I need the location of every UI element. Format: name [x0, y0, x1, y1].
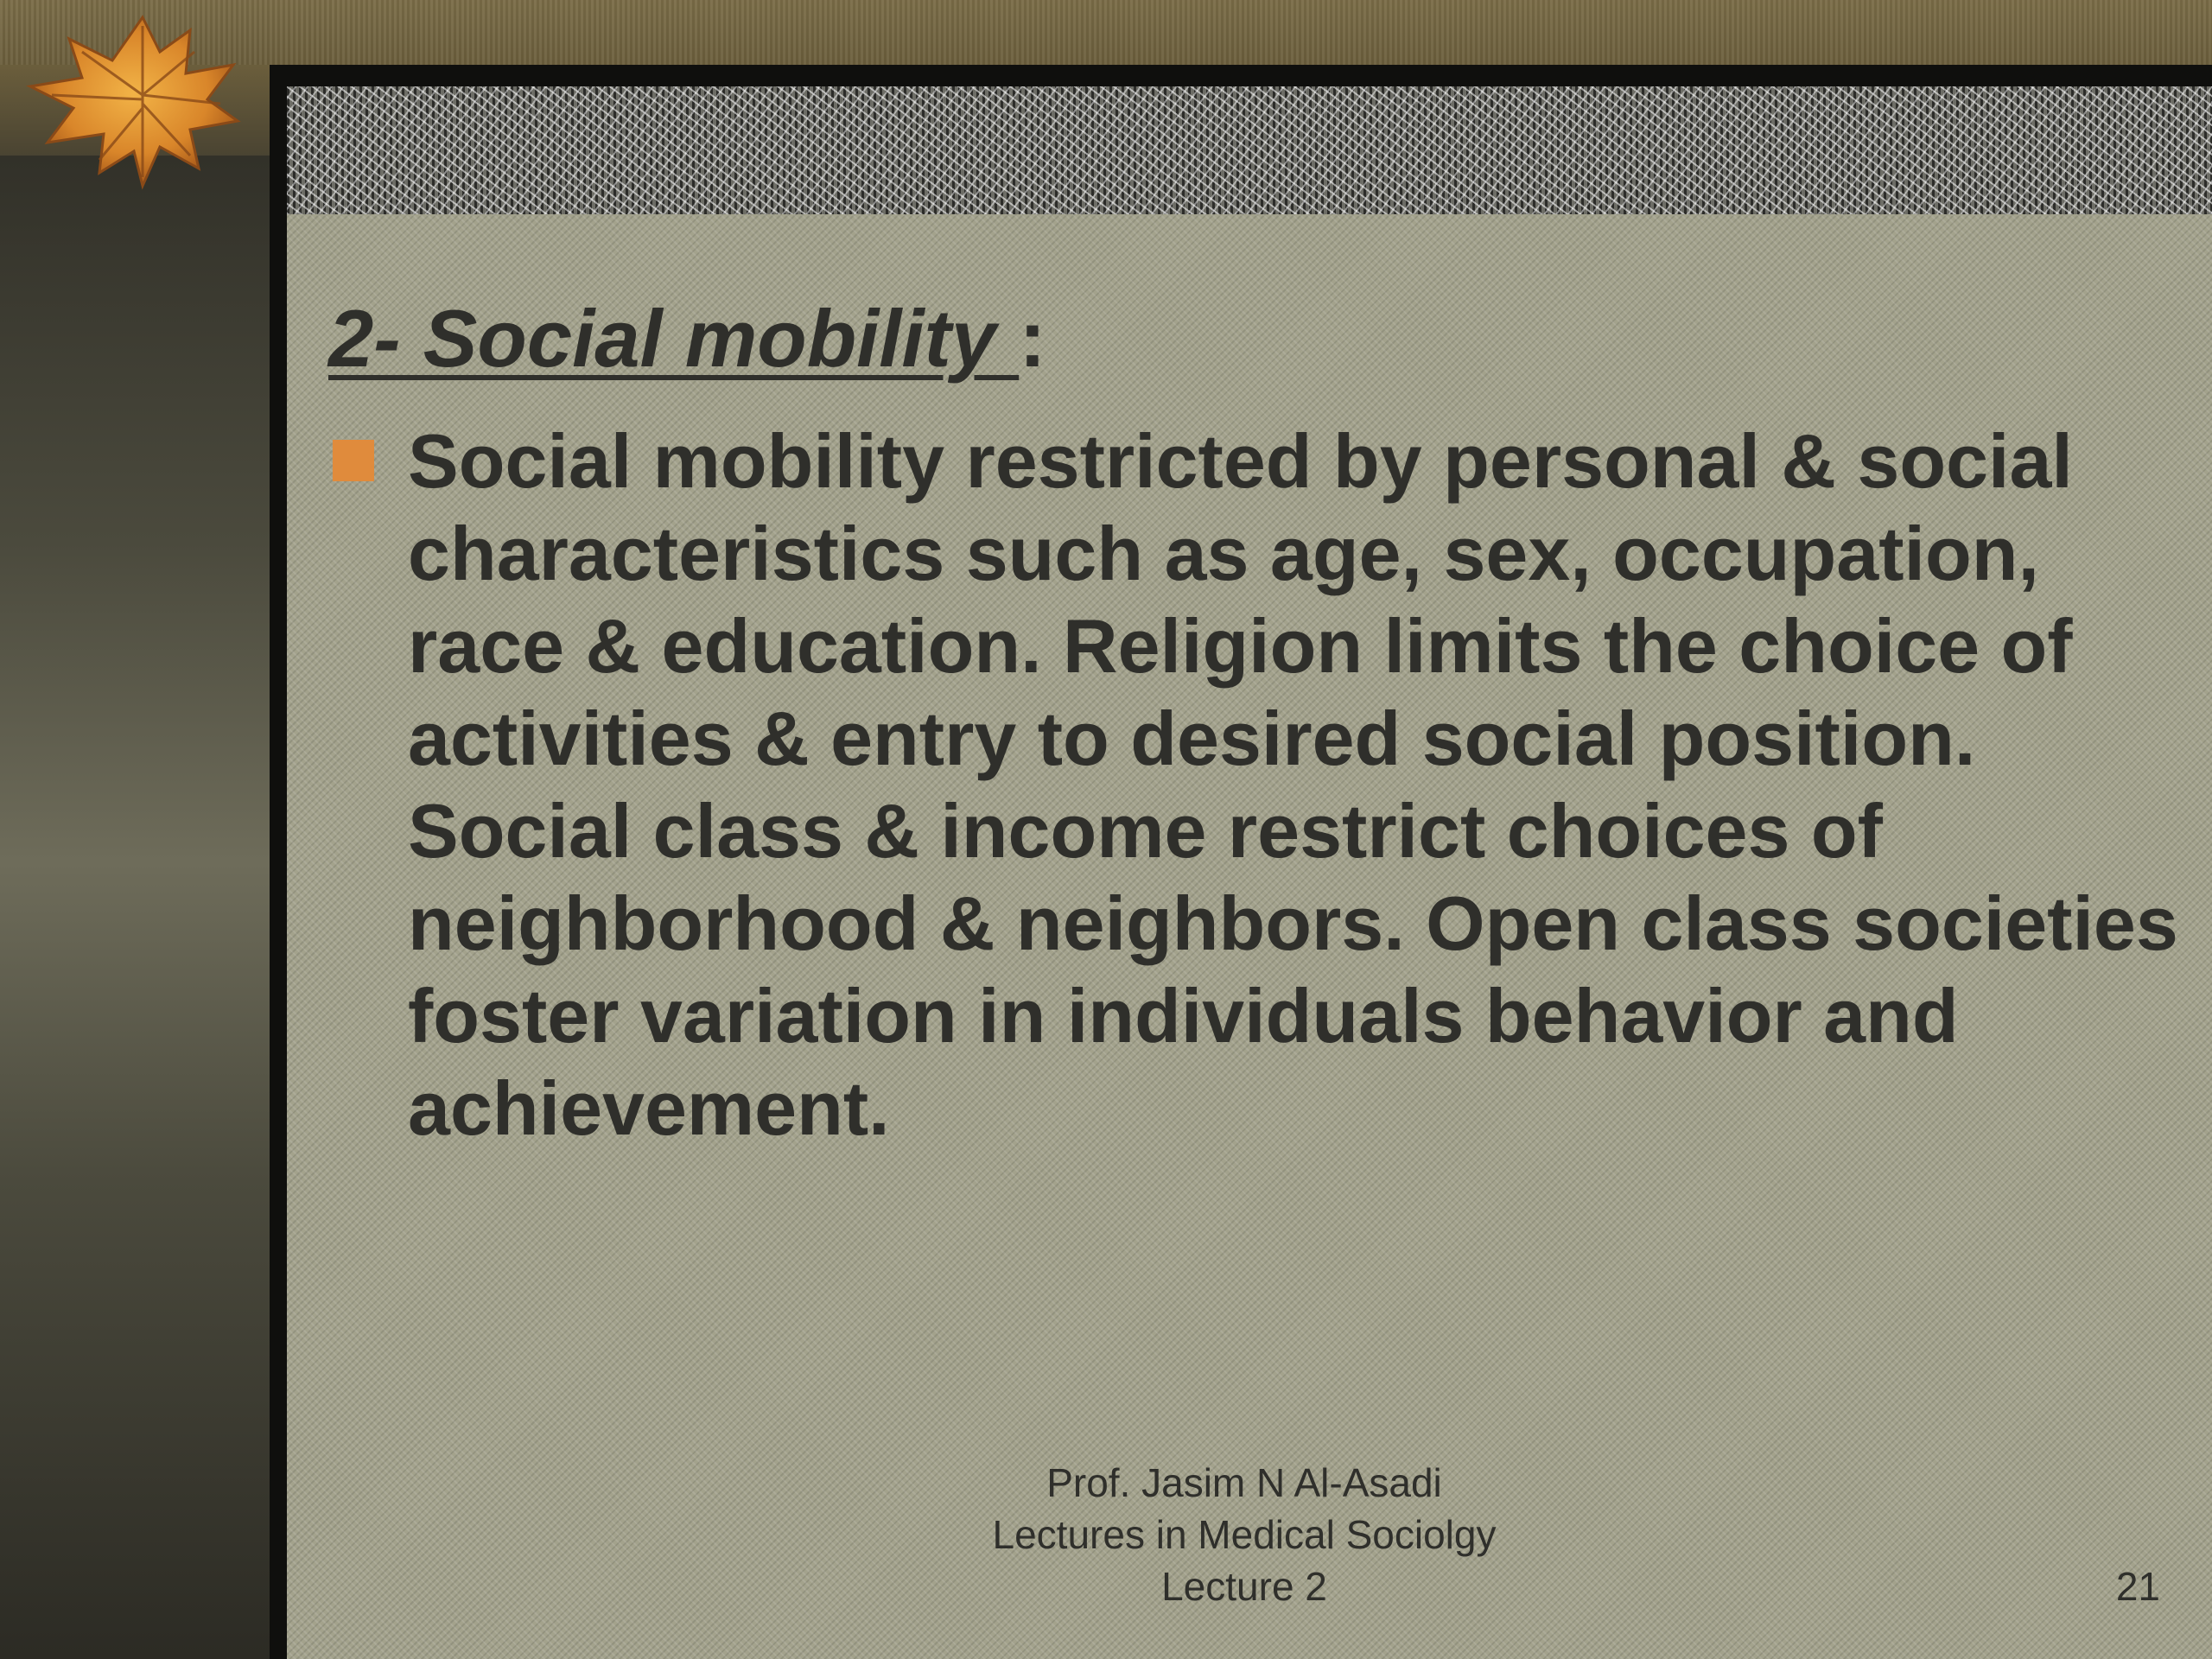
slide-footer — [812, 1457, 1676, 1612]
top-band — [0, 0, 2212, 65]
footer-course: Lectures in Medical Sociolgy — [992, 1512, 1497, 1557]
bullet-square-icon — [333, 440, 374, 481]
page-number: 21 — [2115, 1564, 2160, 1609]
maple-leaf-icon — [13, 0, 246, 194]
footer-author: Prof. Jasim N Al-Asadi — [1046, 1460, 1442, 1505]
slide-title-colon: : — [1019, 293, 1046, 384]
slide-title-text: 2- Social mobility — [328, 293, 1020, 384]
header-texture-strip — [287, 86, 2212, 214]
footer-lecture: Lecture 2 — [1161, 1564, 1327, 1609]
slide-title — [328, 293, 1046, 384]
bullet-text: Social mobility restricted by personal & social characteristics such as age, sex, occupation, race & education. Religion limits the choice of activities & entry to desired social position. Social class & income restrict choices of neighborhood & neighbors. Open class societies foster variation in individuals behavior and achievement. — [408, 418, 2178, 1151]
left-sidebar-band — [0, 65, 270, 1659]
